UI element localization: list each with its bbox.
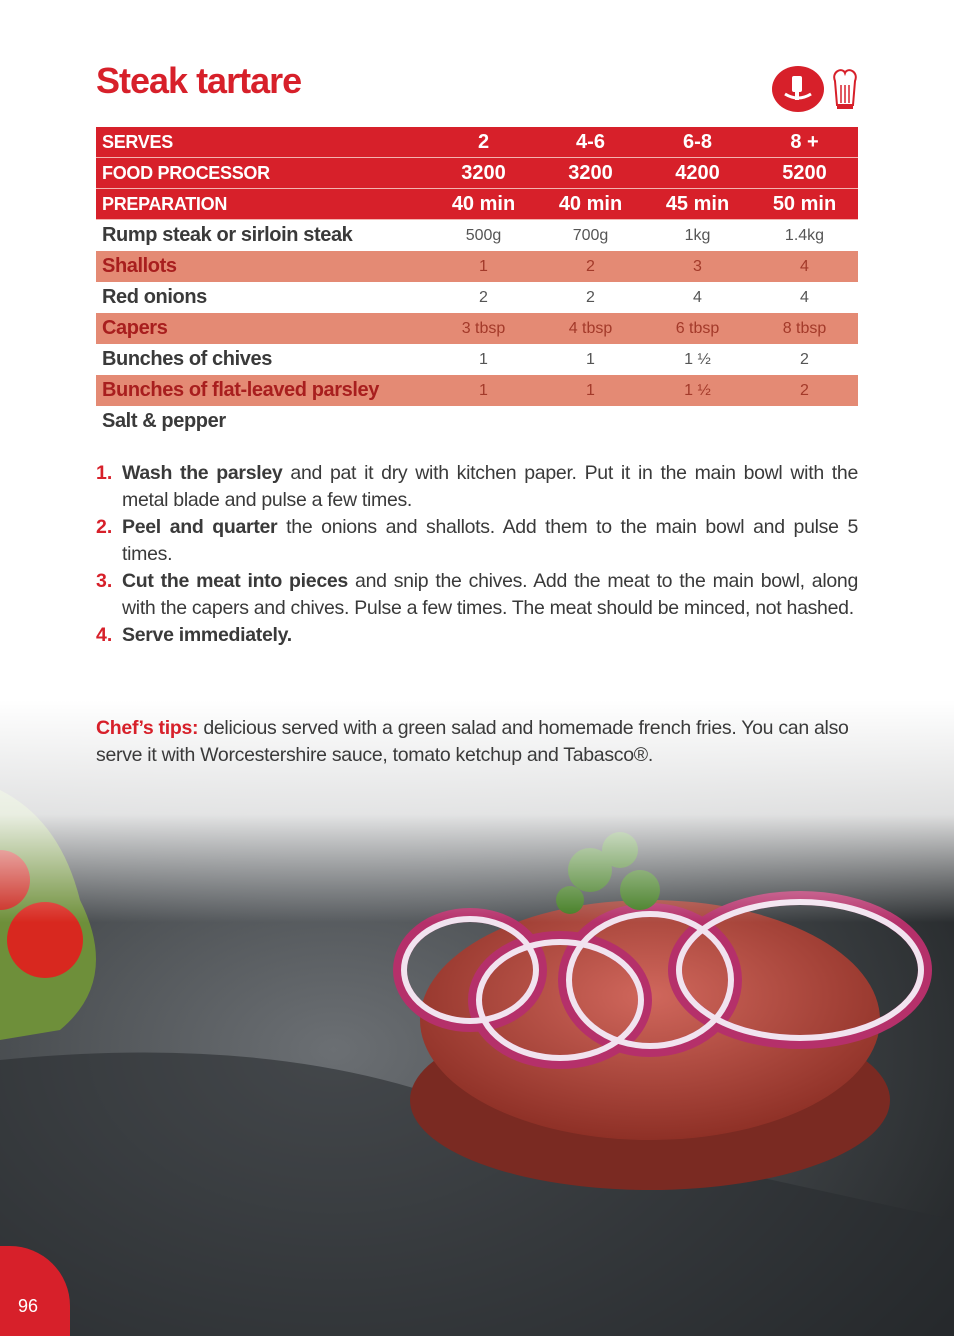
ingredient-name: Salt & pepper [102, 410, 226, 432]
cell: 1 ½ [684, 350, 711, 368]
cell: 1 [430, 375, 537, 406]
row-label: SERVES [96, 127, 430, 158]
cell: 8 + [751, 127, 858, 158]
ingredient-row [96, 220, 858, 252]
cell: 700g [572, 226, 609, 244]
cell: 1.4kg [784, 226, 825, 244]
cell: 6 tbsp [644, 313, 751, 344]
cell [751, 406, 858, 437]
cell: 40 min [430, 189, 537, 220]
step-bold: Peel and quarter [122, 516, 278, 538]
cell: 2 [586, 288, 595, 306]
step-number: 2. [96, 516, 113, 538]
step-text [122, 568, 858, 622]
method-steps [96, 460, 858, 649]
cell: 8 tbsp [751, 313, 858, 344]
cell: 5200 [751, 158, 858, 189]
cell: 2 [751, 375, 858, 406]
ingredient-row [96, 344, 858, 375]
cell: 1 ½ [644, 375, 751, 406]
step-text [122, 514, 858, 568]
step-body: and pat it dry with kitchen paper. Put it in the main bowl with the metal blade and pulse a few times. [122, 462, 858, 511]
tips-heading: Chef’s tips: [96, 717, 199, 739]
cell: 4 [751, 251, 858, 282]
ingredient-name: Capers [96, 313, 430, 344]
cell: 2 [800, 350, 809, 368]
preparation-row [96, 189, 858, 220]
cell: 6-8 [644, 127, 751, 158]
ingredient-name: Shallots [96, 251, 430, 282]
ingredient-name: Red onions [102, 286, 207, 308]
row-label: PREPARATION [96, 189, 430, 220]
cell: 2 [430, 127, 537, 158]
ingredient-row [96, 282, 858, 313]
cell: 4200 [644, 158, 751, 189]
step-item [96, 460, 858, 514]
cell: 40 min [537, 189, 644, 220]
chefs-tips [96, 715, 858, 769]
step-item [96, 622, 858, 649]
cell: 1 [586, 350, 595, 368]
step-body: the onions and shallots. Add them to the main bowl and pulse 5 times. [122, 516, 858, 565]
cell: 500g [465, 226, 502, 244]
ingredient-name: Bunches of flat-leaved parsley [96, 375, 430, 406]
serves-row [96, 127, 858, 158]
cell: 1 [479, 350, 488, 368]
ingredient-name: Bunches of chives [102, 348, 272, 370]
chef-hat-icon [828, 66, 862, 112]
step-bold: Serve immediately. [122, 624, 292, 646]
cell: 4-6 [537, 127, 644, 158]
cell [430, 406, 537, 437]
step-number: 4. [96, 624, 113, 646]
ingredient-row [96, 313, 858, 344]
step-bold: Wash the parsley [122, 462, 283, 484]
appliance-icons [772, 66, 862, 112]
cell [644, 406, 751, 437]
step-text [122, 460, 858, 514]
cell: 1kg [684, 226, 711, 244]
cell: 3200 [430, 158, 537, 189]
cell: 4 tbsp [537, 313, 644, 344]
cell: 1 [430, 251, 537, 282]
cell: 1 [537, 375, 644, 406]
cell: 4 [800, 288, 809, 306]
cell: 4 [693, 288, 702, 306]
ingredient-row [96, 251, 858, 282]
step-item [96, 568, 858, 622]
cell: 3200 [537, 158, 644, 189]
step-item [96, 514, 858, 568]
step-number: 1. [96, 462, 113, 484]
food-processor-bowl-icon [772, 66, 824, 112]
page-number: 96 [18, 1296, 39, 1316]
cell: 3 [644, 251, 751, 282]
page-title: Steak tartare [96, 60, 302, 101]
step-bold: Cut the meat into pieces [122, 570, 348, 592]
cell: 45 min [644, 189, 751, 220]
step-text [122, 622, 858, 649]
ingredient-row [96, 406, 858, 437]
ingredient-name: Rump steak or sirloin steak [102, 224, 353, 246]
cell: 3 tbsp [430, 313, 537, 344]
food-processor-row [96, 158, 858, 189]
ingredient-row [96, 375, 858, 406]
step-body: and snip the chives. Add the meat to the main bowl, along with the capers and chives. Pulse a few times. The meat should be minced, not hashed. [122, 570, 858, 619]
step-number: 3. [96, 570, 113, 592]
recipe-table [96, 127, 858, 437]
tips-text: delicious served with a green salad and homemade french fries. You can also serve it with Worcestershire sauce, tomato ketchup and Tabasco®. [96, 717, 849, 766]
cell: 2 [479, 288, 488, 306]
cell [537, 406, 644, 437]
row-label: FOOD PROCESSOR [96, 158, 430, 189]
cell: 50 min [751, 189, 858, 220]
cell: 2 [537, 251, 644, 282]
steak-tartare-photo [0, 700, 954, 1336]
